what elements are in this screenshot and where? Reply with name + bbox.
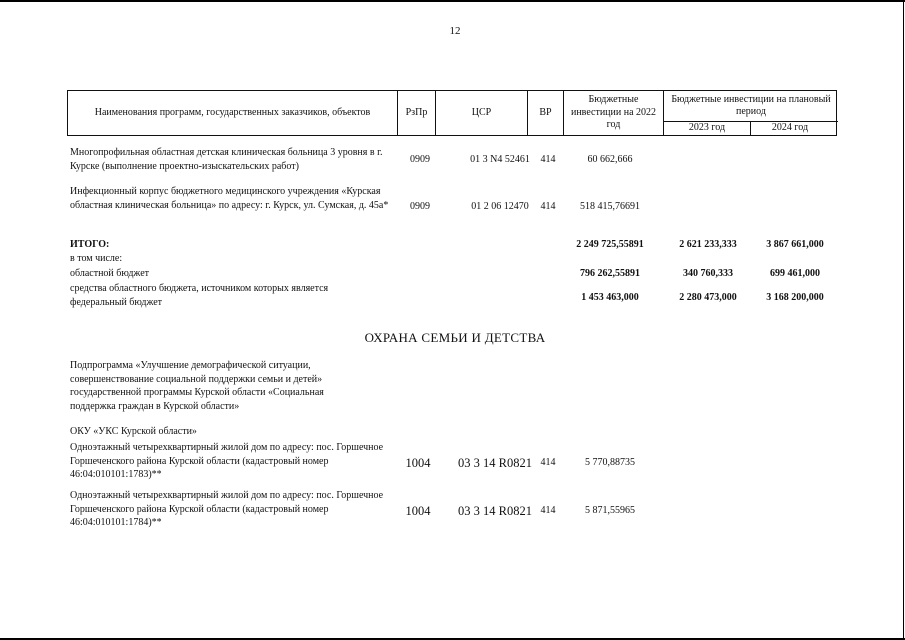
itogo-label: ИТОГО: — [70, 239, 110, 250]
regional-2024: 699 461,000 — [770, 268, 820, 279]
row-csr: 03 3 14 R0821 — [458, 456, 532, 470]
itogo-2024: 3 867 661,000 — [766, 239, 824, 250]
row-vr: 414 — [540, 201, 556, 212]
row-desc: Одноэтажный четырехквартирный жилой дом по адресу: пос. Горшечное Горшеченского района Курской области (кадастровый номер 46:04:010101:1783)** — [70, 442, 384, 480]
row-csr: 03 3 14 R0821 — [458, 504, 532, 518]
header-csr: ЦСР — [436, 91, 528, 135]
customer-name: ОКУ «УКС Курской области» — [70, 426, 197, 437]
regional-budget-label: областной бюджет — [70, 268, 150, 279]
row-value-2022: 518 415,76691 — [580, 201, 640, 212]
row-vr: 414 — [540, 505, 556, 516]
scan-edge-top — [0, 0, 905, 2]
row-value-2022: 60 662,666 — [587, 154, 633, 165]
federal-2024: 3 168 200,000 — [766, 292, 824, 303]
header-planned-period — [664, 91, 838, 135]
row-rzpr: 1004 — [405, 504, 431, 518]
subprogram-title: Подпрограмма «Улучшение демографической ситуации, совершенствование социальной поддержки семьи и детей» государственной программы Курской области «Социальная поддержка граждан в Курской области» — [70, 360, 324, 412]
itogo-2023: 2 621 233,333 — [679, 239, 737, 250]
row-value-2022: 5 770,88735 — [585, 457, 635, 468]
itogo-2022: 2 249 725,55891 — [576, 239, 644, 250]
row-desc: Одноэтажный четырехквартирный жилой дом по адресу: пос. Горшечное Горшеченского района Курской области (кадастровый номер 46:04:010101:1784)** — [70, 490, 384, 528]
row-rzpr: 1004 — [405, 456, 431, 470]
including-label: в том числе: — [70, 253, 123, 264]
header-vr: ВР — [528, 91, 564, 135]
federal-source-label: средства областного бюджета, источником которых является федеральный бюджет — [70, 283, 329, 308]
page-number: 12 — [449, 25, 461, 37]
row-rzpr: 0909 — [410, 154, 430, 165]
header-year-2023: 2023 год — [664, 121, 751, 135]
header-planned-label: Бюджетные инвестиции на плановый период — [664, 91, 838, 122]
row-vr: 414 — [540, 457, 556, 468]
row-csr: 01 2 06 12470 — [471, 201, 529, 212]
federal-2023: 2 280 473,000 — [679, 292, 737, 303]
federal-2022: 1 453 463,000 — [581, 292, 639, 303]
header-name: Наименования программ, государственных заказчиков, объектов — [68, 91, 398, 135]
regional-2023: 340 760,333 — [683, 268, 733, 279]
row-desc: Многопрофильная областная детская клиническая больница 3 уровня в г. Курске (выполнение проектно-изыскательских работ) — [70, 147, 383, 172]
scan-edge-right — [903, 0, 904, 640]
row-vr: 414 — [540, 154, 556, 165]
row-value-2022: 5 871,55965 — [585, 505, 635, 516]
section-title: ОХРАНА СЕМЬИ И ДЕТСТВА — [364, 330, 546, 345]
row-desc: Инфекционный корпус бюджетного медицинского учреждения «Курская областная клиническая больница» по адресу: г. Курск, ул. Сумская, д. 45а* — [70, 186, 389, 211]
row-csr: 01 3 N4 52461 — [470, 154, 530, 165]
regional-2022: 796 262,55891 — [580, 268, 640, 279]
row-rzpr: 0909 — [410, 201, 430, 212]
header-investments-2022: Бюджетные инвестиции на 2022 год — [564, 91, 664, 135]
table-header — [67, 90, 837, 136]
header-year-2024: 2024 год — [771, 121, 809, 133]
header-rzpr: РзПр — [398, 91, 436, 135]
